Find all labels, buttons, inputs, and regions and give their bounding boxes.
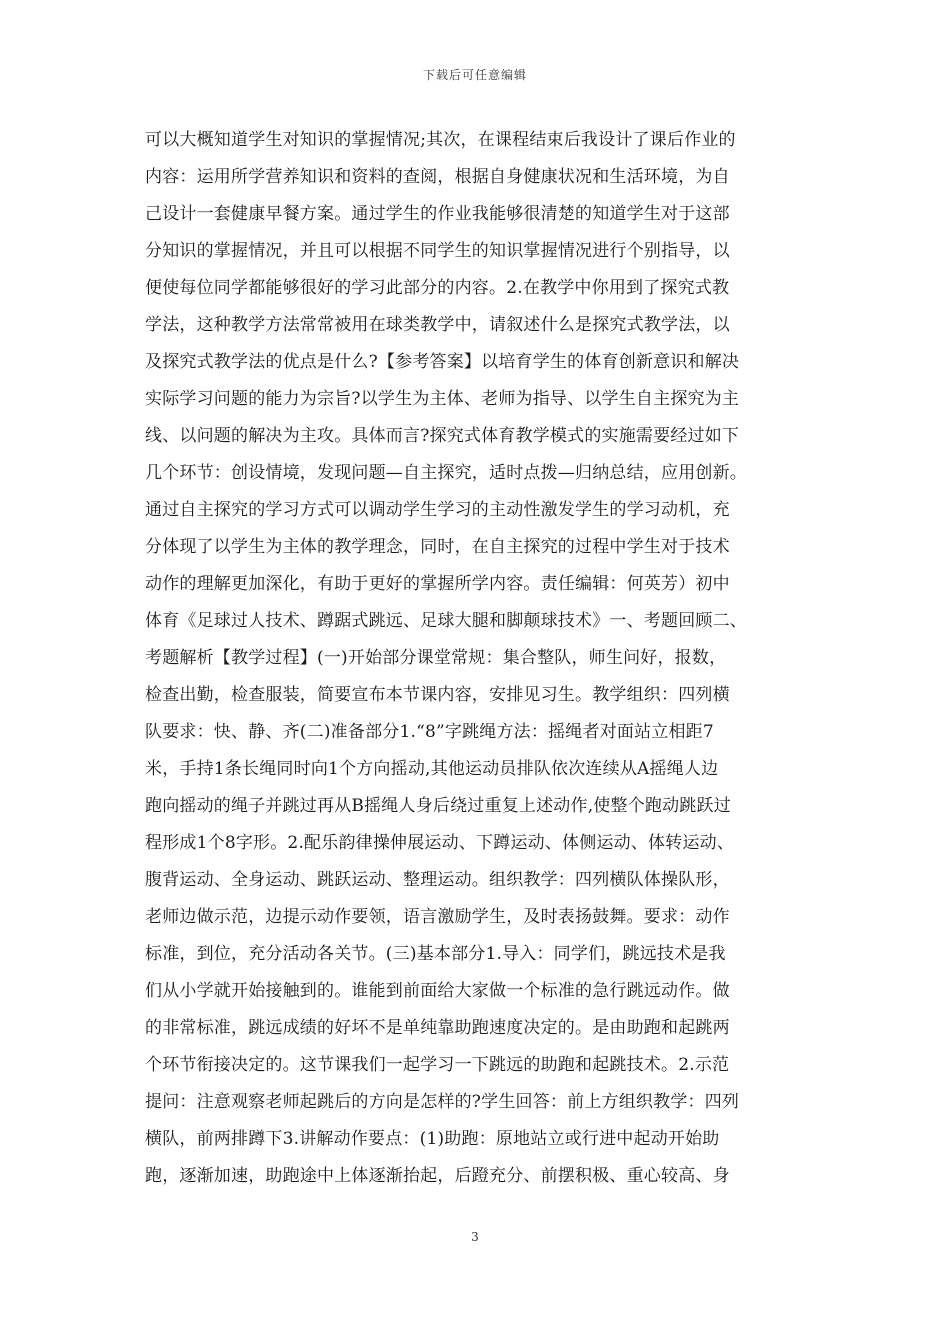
text-line: 的非常标准，跳远成绩的好坏不是单纯靠助跑速度决定的。是由助跑和起跳两 [145, 1018, 730, 1038]
text-line: 内容：运用所学营养知识和资料的查阅，根据自身健康状况和生活环境，为自 [145, 167, 730, 187]
text-line: 学法，这种教学方法常常被用在球类教学中，请叙述什么是探究式教学法，以 [145, 315, 730, 335]
text-line: 跑，逐渐加速，助跑途中上体逐渐抬起，后蹬充分、前摆积极、重心较高、身 [145, 1166, 730, 1186]
text-line: 分知识的掌握情况，并且可以根据不同学生的知识掌握情况进行个别指导，以 [145, 241, 730, 261]
text-line: 分体现了以学生为主体的教学理念，同时，在自主探究的过程中学生对于技术 [145, 537, 730, 557]
page-header: 下载后可任意编辑 [422, 68, 527, 82]
text-line: 体育《足球过人技术、蹲踞式跳远、足球大腿和脚颠球技术》一、考题回顾二、 [145, 611, 747, 631]
text-line: 提问：注意观察老师起跳后的方向是怎样的?学生回答：前上方组织教学：四列 [145, 1092, 740, 1112]
text-line: 己设计一套健康早餐方案。通过学生的作业我能够很清楚的知道学生对于这部 [145, 204, 730, 224]
text-line: 检查出勤，检查服装，简要宣布本节课内容，安排见习生。教学组织：四列横 [145, 685, 730, 705]
text-line: 腹背运动、全身运动、跳跃运动、整理运动。组织教学：四列横队体操队形， [145, 870, 730, 890]
text-line: 队要求：快、静、齐(二)准备部分1.“8”字跳绳方法：摇绳者对面站立相距7 [145, 722, 714, 742]
text-line: 跑向摇动的绳子并跳过再从B摇绳人身后绕过重复上述动作,使整个跑动跳跃过 [145, 796, 731, 816]
text-line: 老师边做示范，边提示动作要领，语言激励学生，及时表扬鼓舞。要求：动作 [145, 907, 730, 927]
text-line: 米，手持1条长绳同时向1个方向摇动,其他运动员排队依次连续从A摇绳人边 [145, 759, 719, 779]
text-line: 可以大概知道学生对知识的掌握情况;其次，在课程结束后我设计了课后作业的 [145, 130, 736, 150]
text-line: 考题解析【教学过程】(一)开始部分课堂常规：集合整队，师生问好，报数， [145, 648, 727, 668]
text-line: 实际学习问题的能力为宗旨?以学生为主体、老师为指导、以学生自主探究为主 [145, 389, 740, 409]
text-line: 便使每位同学都能够很好的学习此部分的内容。2.在教学中你用到了探究式教 [145, 278, 730, 298]
text-line: 线、以问题的解决为主攻。具体而言?探究式体育教学模式的实施需要经过如下 [145, 426, 740, 446]
text-line: 横队，前两排蹲下3.讲解动作要点：(1)助跑：原地站立或行进中起动开始助 [145, 1129, 720, 1149]
text-line: 们从小学就开始接触到的。谁能到前面给大家做一个标准的急行跳远动作。做 [145, 981, 730, 1001]
text-line: 几个环节：创设情境，发现问题—自主探究，适时点拨—归纳总结，应用创新。 [145, 463, 747, 483]
body-text [145, 122, 829, 1195]
text-line: 及探究式教学法的优点是什么?【参考答案】以培育学生的体育创新意识和解决 [145, 352, 740, 372]
text-line: 通过自主探究的学习方式可以调动学生学习的主动性激发学生的学习动机，充 [145, 500, 730, 520]
text-line: 标准，到位，充分活动各关节。(三)基本部分1.导入：同学们，跳远技术是我 [145, 944, 726, 964]
text-line: 个环节衔接决定的。这节课我们一起学习一下跳远的助跑和起跳技术。2.示范 [145, 1055, 730, 1075]
text-line: 程形成1个8字形。2.配乐韵律操伸展运动、下蹲运动、体侧运动、体转运动、 [145, 833, 735, 853]
text-line: 动作的理解更加深化，有助于更好的掌握所学内容。责任编辑：何英芳）初中 [145, 574, 730, 594]
page-number: 3 [471, 1230, 479, 1244]
